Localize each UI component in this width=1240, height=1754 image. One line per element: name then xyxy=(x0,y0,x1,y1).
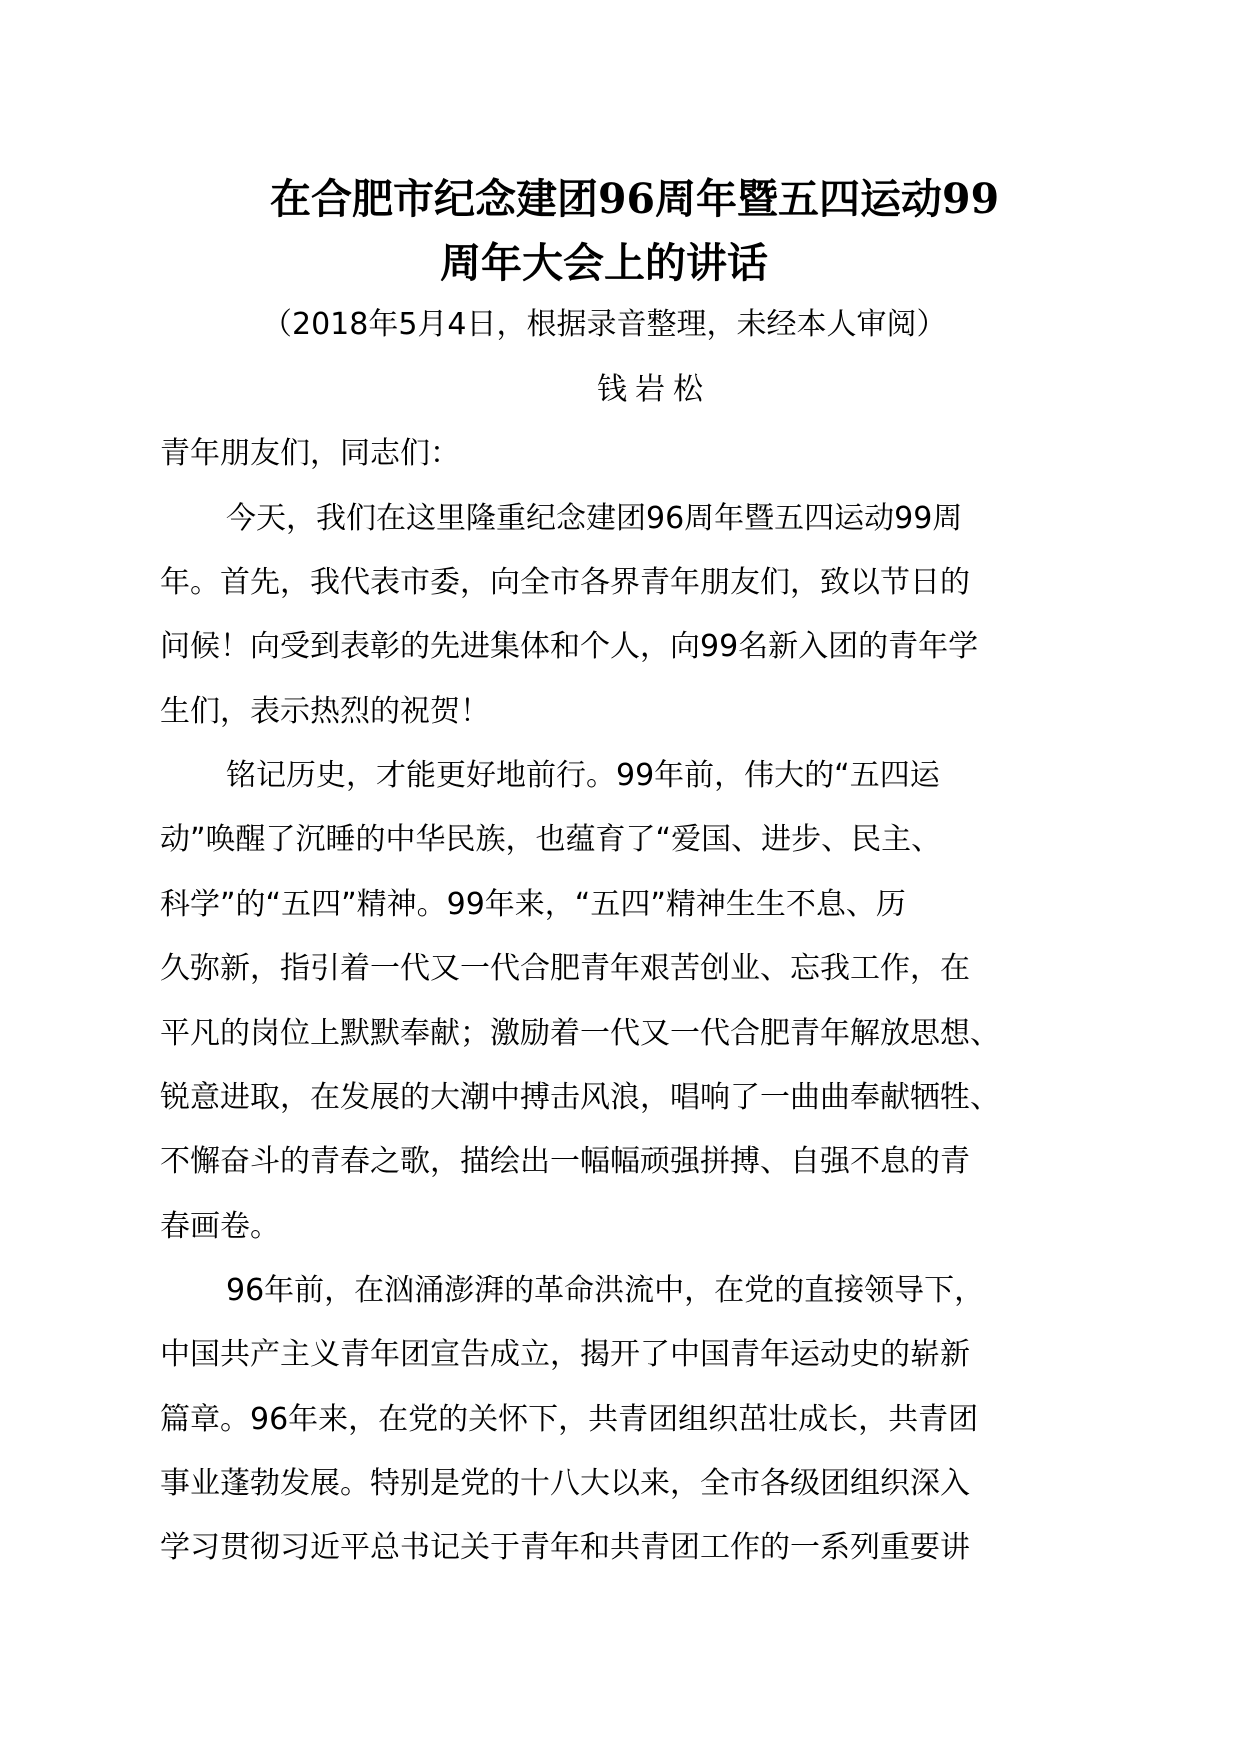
body-line: 平凡的岗位上默默奉献；激励着一代又一代合肥青年解放思想、 xyxy=(160,1016,1000,1051)
body-line: 问候！向受到表彰的先进集体和个人，向99名新入团的青年学 xyxy=(160,629,979,664)
body-line: 年。首先，我代表市委，向全市各界青年朋友们，致以节日的 xyxy=(160,565,970,600)
body-line: 96年前，在汹涌澎湃的革命洪流中，在党的直接领导下， xyxy=(226,1273,985,1308)
body-line: 中国共产主义青年团宣告成立，揭开了中国青年运动史的崭新 xyxy=(160,1337,970,1372)
author-name: 钱岩松 xyxy=(597,372,711,407)
body-line: 动”唤醒了沉睡的中华民族，也蕴育了“爱国、进步、民主、 xyxy=(160,822,942,857)
body-line: 科学”的“五四”精神。99年来，“五四”精神生生不息、历 xyxy=(160,887,906,922)
salutation: 青年朋友们，同志们： xyxy=(160,436,460,471)
body-line: 事业蓬勃发展。特别是党的十八大以来，全市各级团组织深入 xyxy=(160,1466,970,1501)
body-line: 锐意进取，在发展的大潮中搏击风浪，唱响了一曲曲奉献牺牲、 xyxy=(160,1080,1000,1115)
body-line: 篇章。96年来，在党的关怀下，共青团组织茁壮成长，共青团 xyxy=(160,1402,979,1437)
body-line: 铭记历史，才能更好地前行。99年前，伟大的“五四运 xyxy=(226,758,940,793)
body-line: 春画卷。 xyxy=(160,1209,280,1244)
subtitle: （2018年5月4日，根据录音整理，未经本人审阅） xyxy=(262,307,947,342)
title-line-1: 在合肥市纪念建团96周年暨五四运动99 xyxy=(270,175,1000,223)
body-line: 生们，表示热烈的祝贺！ xyxy=(160,694,490,729)
body-line: 久弥新，指引着一代又一代合肥青年艰苦创业、忘我工作，在 xyxy=(160,951,970,986)
title-line-2: 周年大会上的讲话 xyxy=(440,239,768,287)
body-line: 不懈奋斗的青春之歌，描绘出一幅幅顽强拼搏、自强不息的青 xyxy=(160,1144,970,1179)
body-line: 学习贯彻习近平总书记关于青年和共青团工作的一系列重要讲 xyxy=(160,1530,970,1565)
body-line: 今天，我们在这里隆重纪念建团96周年暨五四运动99周 xyxy=(226,501,963,536)
